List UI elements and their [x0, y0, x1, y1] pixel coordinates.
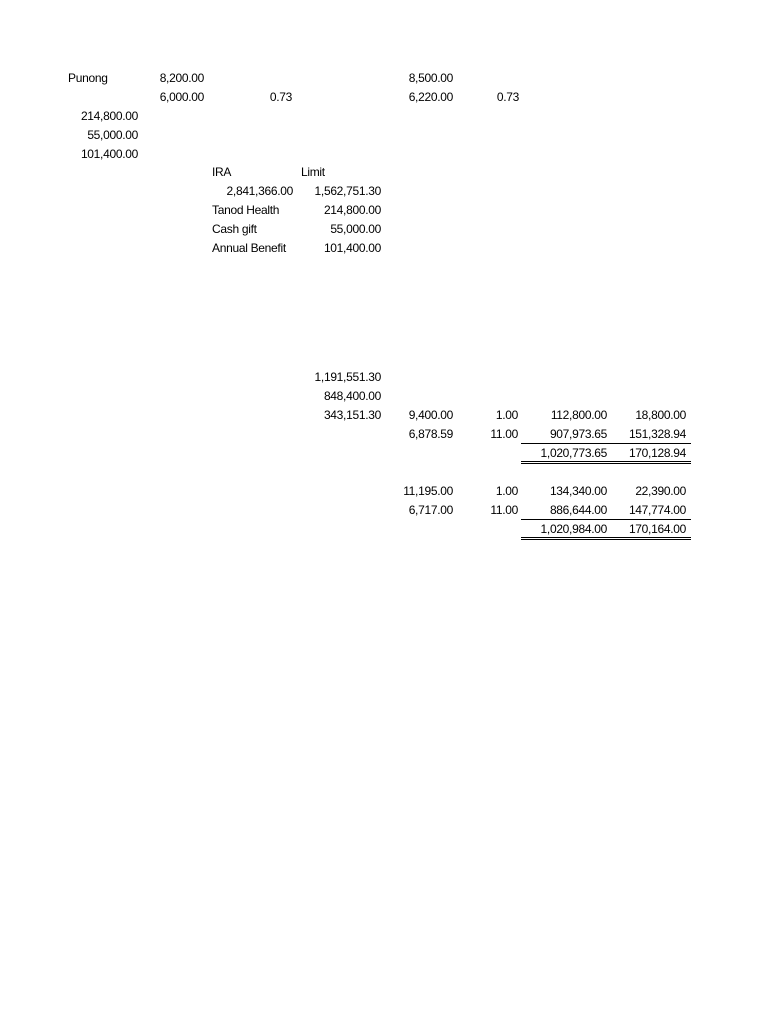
- extra-cell: 151,328.94: [628, 427, 686, 441]
- limit-header: Limit: [301, 165, 325, 179]
- deduction-value: 101,400.00: [323, 241, 381, 255]
- extra-cell: 18,800.00: [635, 408, 686, 422]
- total-amount: 1,020,773.65: [540, 446, 607, 460]
- amount-cell: 886,644.00: [549, 503, 607, 517]
- cell-r2-c3: 0.73: [269, 90, 292, 104]
- deduction-label: Tanod Health: [212, 203, 280, 217]
- extra-cell: 22,390.00: [635, 484, 686, 498]
- deduction-label: Annual Benefit: [212, 241, 286, 255]
- total-extra: 170,164.00: [628, 522, 686, 536]
- left-value: 214,800.00: [80, 109, 138, 123]
- amount-cell: 907,973.65: [549, 427, 607, 441]
- extra-cell: 147,774.00: [628, 503, 686, 517]
- amount-cell: 134,340.00: [549, 484, 607, 498]
- deduction-value: 55,000.00: [330, 222, 381, 236]
- months-cell: 11.00: [490, 503, 518, 517]
- rate-cell: 6,878.59: [408, 427, 453, 441]
- total-amount: 1,020,984.00: [540, 522, 607, 536]
- computation-value: 1,191,551.30: [314, 370, 381, 384]
- computation-value: 343,151.30: [323, 408, 381, 422]
- left-value: 101,400.00: [80, 147, 138, 161]
- months-cell: 1.00: [495, 484, 518, 498]
- months-cell: 11.00: [490, 427, 518, 441]
- ira-value: 2,841,366.00: [226, 184, 293, 198]
- cell-r1-c2: 8,200.00: [159, 71, 204, 85]
- punong-label: Punong: [68, 71, 108, 85]
- amount-cell: 112,800.00: [550, 408, 607, 422]
- computation-value: 848,400.00: [323, 389, 381, 403]
- total-double-rule: [521, 461, 691, 462]
- rate-cell: 9,400.00: [408, 408, 453, 422]
- months-cell: 1.00: [495, 408, 518, 422]
- left-value: 55,000.00: [87, 128, 138, 142]
- total-double-rule: [521, 539, 691, 540]
- cell-r2-c5: 6,220.00: [408, 90, 453, 104]
- deduction-label: Cash gift: [212, 222, 257, 236]
- total-double-rule: [521, 537, 691, 538]
- rate-cell: 6,717.00: [408, 503, 453, 517]
- total-extra: 170,128.94: [628, 446, 686, 460]
- cell-r1-c5: 8,500.00: [408, 71, 453, 85]
- total-double-rule: [521, 463, 691, 464]
- ira-header: IRA: [212, 165, 232, 179]
- rate-cell: 11,195.00: [403, 484, 453, 498]
- cell-r2-c6: 0.73: [496, 90, 519, 104]
- cell-r2-c2: 6,000.00: [159, 90, 204, 104]
- deduction-value: 214,800.00: [323, 203, 381, 217]
- limit-value: 1,562,751.30: [314, 184, 381, 198]
